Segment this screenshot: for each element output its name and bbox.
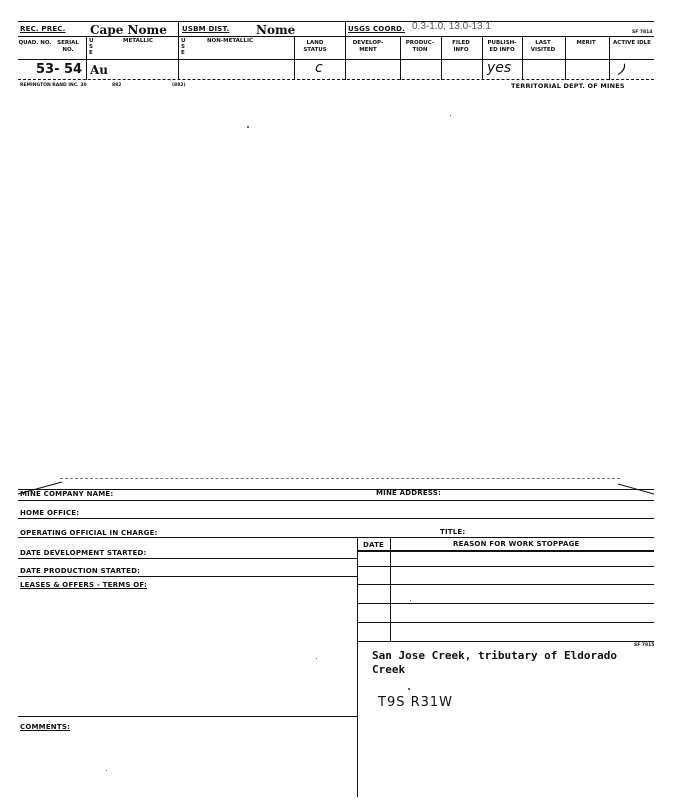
published-info-value: yes [487,60,512,76]
printer-code-2: (882) [172,83,186,88]
usbm-dist-label: USBM DIST. [182,25,230,33]
rule-columns-bottom [18,59,654,60]
quad-serial-value: 53- 54 [36,62,83,77]
scan-speck [450,115,451,116]
date-production-label: DATE PRODUCTION STARTED: [20,567,141,575]
rule-date-prod [18,576,357,577]
scan-speck [316,658,317,659]
rule-stoppage-2 [357,584,654,585]
divider-prod [400,36,401,80]
col-use-s-1: S [89,44,93,50]
rule-row-bottom [18,79,654,80]
rule-comments-top [18,716,357,717]
divider-pub [482,36,483,80]
comments-label: COMMENTS: [20,723,71,731]
col-filed-info: FILED INFO [452,40,470,53]
col-metallic: METALLIC [123,38,153,44]
divider-merit [565,36,566,80]
operating-official-label: OPERATING OFFICIAL IN CHARGE: [20,529,158,537]
usgs-coord-label: USGS COORD. [348,25,406,33]
divider-active [609,36,610,80]
col-production: PRODUC-TION [405,40,435,53]
col-land-status: LAND STATUS [303,40,327,53]
rule-stoppage-1 [357,566,654,567]
rec-prec-label: REC. PREC. [20,25,66,33]
scan-speck [106,770,107,771]
land-status-value: c [315,60,323,76]
col-serial: SERIAL NO. [57,40,79,53]
form-number-top: SF 7814 [632,30,653,35]
divider-quad [86,36,87,80]
rec-prec-value: Cape Nome [90,23,167,37]
rule-company-bottom [18,500,654,501]
ink-dot [408,688,410,690]
scan-speck [410,600,411,601]
col-use-e-2: E [181,50,185,56]
mine-company-name-label: MINE COMPANY NAME: [20,490,114,498]
col-use-e-1: E [89,50,93,56]
home-office-label: HOME OFFICE: [20,509,80,517]
mine-address-label: MINE ADDRESS: [376,489,442,497]
rule-home-office [18,518,654,519]
col-use-s-2: S [181,44,185,50]
divider-land [294,36,295,80]
col-last-visited: LAST VISITED [530,40,556,53]
divider-metallic [178,21,179,80]
active-idle-value: ) [617,61,629,79]
col-development: DEVELOP-MENT [352,40,384,53]
township-range-note: T9S R31W [378,695,454,710]
location-note: San Jose Creek, tributary of Eldorado Creek [372,649,618,676]
scan-speck [247,126,249,128]
col-nonmetallic: NON-METALLIC [206,38,254,44]
agency-name: TERRITORIAL DEPT. OF MINES [511,82,625,90]
rule-official [18,537,654,538]
rule-stoppage-4 [357,622,654,623]
title-label: TITLE: [440,528,466,536]
stoppage-date-header: DATE [363,541,385,549]
metallic-value: Au [90,63,109,77]
rule-stoppage-3 [357,603,654,604]
rule-stoppage-5 [357,641,654,642]
divider-usgs [345,21,346,80]
usbm-dist-value: Nome [256,23,296,37]
col-use-u-1: U [89,38,94,44]
divider-stoppage-date [390,537,391,641]
divider-lower-main [357,537,358,797]
printer-code-1: 882 [112,83,122,88]
stoppage-reason-header: REASON FOR WORK STOPPAGE [453,540,580,548]
divider-last [522,36,523,80]
col-active-idle: ACTIVE IDLE [613,40,651,46]
form-number-bottom: SF 7815 [634,643,655,648]
printer-imprint: REMINGTON RAND INC. 30 [20,83,87,88]
col-merit: MERIT [576,40,596,46]
rule-date-dev [18,558,357,559]
rule-stoppage-header [357,550,654,552]
usgs-coord-value: 0.3-1.0, 13.0-13.1 [412,21,491,32]
leases-offers-label: LEASES & OFFERS - TERMS OF: [20,581,147,589]
date-development-label: DATE DEVELOPMENT STARTED: [20,549,147,557]
rule-top [18,21,654,22]
col-use-u-2: U [181,38,186,44]
divider-filed [441,36,442,80]
col-published-info: PUBLISH-ED INFO [487,40,517,53]
col-quad: QUAD. NO. [18,40,52,46]
